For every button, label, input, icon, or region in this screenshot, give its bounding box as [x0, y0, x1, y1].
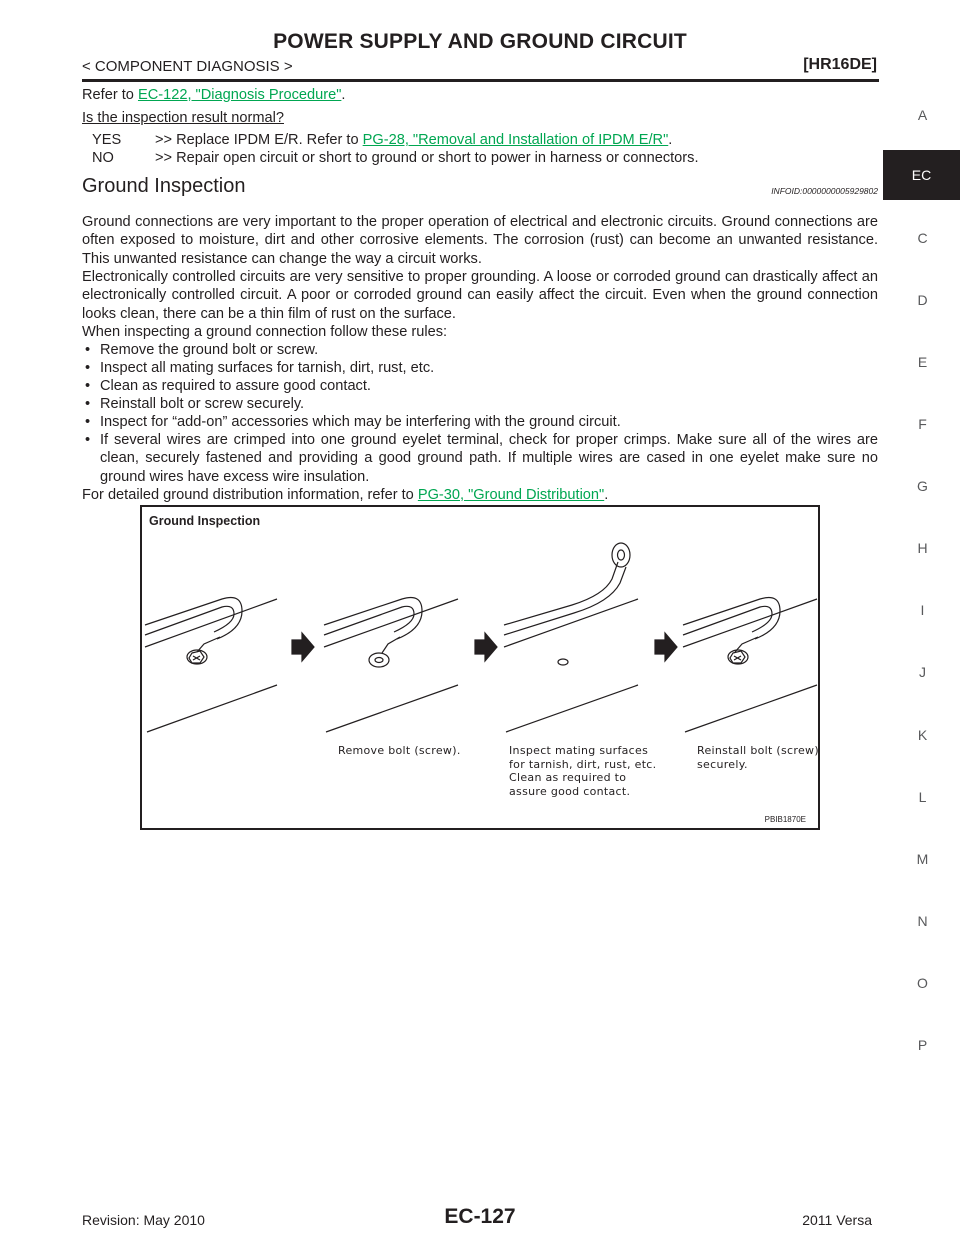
- refer-prefix: Refer to: [82, 87, 138, 103]
- figure-caption-remove: Remove bolt (screw).: [338, 744, 461, 757]
- detail-suffix: .: [604, 487, 609, 503]
- paragraph-1: Ground connections are very important to the proper operation of electrical and electronic circuits. Ground connections are often exposed to moisture, dirt and other corrosive elements. The corrosion (rust) can become an unwanted resistance. This unwanted resistance can change the way a circuit works.: [82, 214, 878, 267]
- section-title: Ground Inspection: [82, 175, 246, 197]
- figure-code: PBIB1870E: [764, 815, 806, 824]
- model-code: [HR16DE]: [803, 56, 877, 73]
- answer-yes-suffix: .: [668, 132, 673, 148]
- detail-prefix: For detailed ground distribution information, refer to: [82, 487, 418, 503]
- figure-caption-reinstall: Reinstall bolt (screw) securely.: [697, 744, 819, 771]
- bullet-item: • Reinstall bolt or screw securely.: [85, 396, 305, 412]
- footer-edition: 2011 Versa: [802, 1212, 872, 1228]
- ground-wire-lifted: [504, 543, 638, 732]
- tab-g[interactable]: G: [917, 478, 928, 494]
- paragraph-2: Electronically controlled circuits are very sensitive to proper grounding. A loose or corroded ground can drastically affect an electronically controlled circuit. A poor or corroded ground can easily affect the circuit. Even when the ground connection looks clean, there can be a thin film of rust on the surface.: [82, 269, 878, 322]
- inspection-question: Is the inspection result normal?: [82, 110, 284, 126]
- ipdm-removal-link[interactable]: PG-28, "Removal and Installation of IPDM E/R": [362, 132, 669, 148]
- ground-wire-bolted-2: [683, 598, 817, 733]
- answer-yes-text: >> Replace IPDM E/R. Refer to: [155, 132, 363, 148]
- tab-h[interactable]: H: [917, 540, 928, 556]
- figure-title: Ground Inspection: [149, 514, 261, 528]
- tab-j[interactable]: J: [919, 664, 926, 680]
- tab-f[interactable]: F: [918, 416, 927, 432]
- ground-distribution-link[interactable]: PG-30, "Ground Distribution": [417, 487, 605, 503]
- ground-inspection-figure: [140, 505, 820, 830]
- paragraph-3: When inspecting a ground connection follow these rules:: [82, 324, 448, 340]
- answer-no-text: >> Repair open circuit or short to ground or short to power in harness or connectors.: [155, 150, 699, 166]
- tab-i[interactable]: I: [920, 602, 925, 618]
- refer-suffix: .: [341, 87, 346, 103]
- bullet-item: • Clean as required to assure good contact.: [85, 378, 371, 394]
- tab-m[interactable]: M: [916, 851, 929, 867]
- answer-no-label: NO: [92, 150, 114, 166]
- tab-c[interactable]: C: [917, 230, 928, 246]
- ground-wire-bolt-removed: [324, 598, 458, 733]
- footer-page-number: EC-127: [444, 1205, 516, 1228]
- bullet-item: • Inspect for “add-on” accessories which may be interfering with the ground circuit.: [85, 414, 621, 430]
- bullet-item: • If several wires are crimped into one ground eyelet terminal, check for proper crimps. Make sure all of the wires are clean, securely fastened and providing a good ground path. If multiple wires are cased in one eyelet make sure no ground wires have excess wire insulation.: [85, 432, 878, 485]
- footer-revision: Revision: May 2010: [82, 1212, 205, 1228]
- tab-n[interactable]: N: [917, 913, 928, 929]
- bullet-item: • Remove the ground bolt or screw.: [85, 342, 319, 358]
- refer-line: [82, 86, 345, 104]
- header-rule: [82, 79, 879, 82]
- answer-yes: [155, 131, 672, 149]
- tab-d[interactable]: D: [917, 292, 928, 308]
- info-id: INFOID:0000000005929802: [771, 186, 878, 196]
- tab-k[interactable]: K: [917, 727, 928, 743]
- section-subheading: < COMPONENT DIAGNOSIS >: [82, 58, 293, 75]
- ground-inspection-illustration: [142, 507, 818, 828]
- page-title: POWER SUPPLY AND GROUND CIRCUIT: [273, 30, 687, 53]
- tab-e[interactable]: E: [917, 354, 928, 370]
- tab-l[interactable]: L: [918, 789, 927, 805]
- ground-wire-bolted-1: [145, 598, 277, 733]
- tab-p[interactable]: P: [917, 1037, 928, 1053]
- tab-a[interactable]: A: [917, 107, 928, 123]
- tab-o[interactable]: O: [917, 975, 928, 991]
- tab-ec[interactable]: EC: [883, 150, 960, 200]
- figure-caption-inspect: Inspect mating surfaces for tarnish, dirt, rust, etc. Clean as required to assure good contact.: [509, 744, 657, 798]
- detail-line: [82, 486, 608, 504]
- answer-yes-label: YES: [92, 132, 122, 148]
- diagnosis-procedure-link[interactable]: EC-122, "Diagnosis Procedure": [137, 87, 342, 103]
- bullet-item: • Inspect all mating surfaces for tarnish, dirt, rust, etc.: [85, 360, 435, 376]
